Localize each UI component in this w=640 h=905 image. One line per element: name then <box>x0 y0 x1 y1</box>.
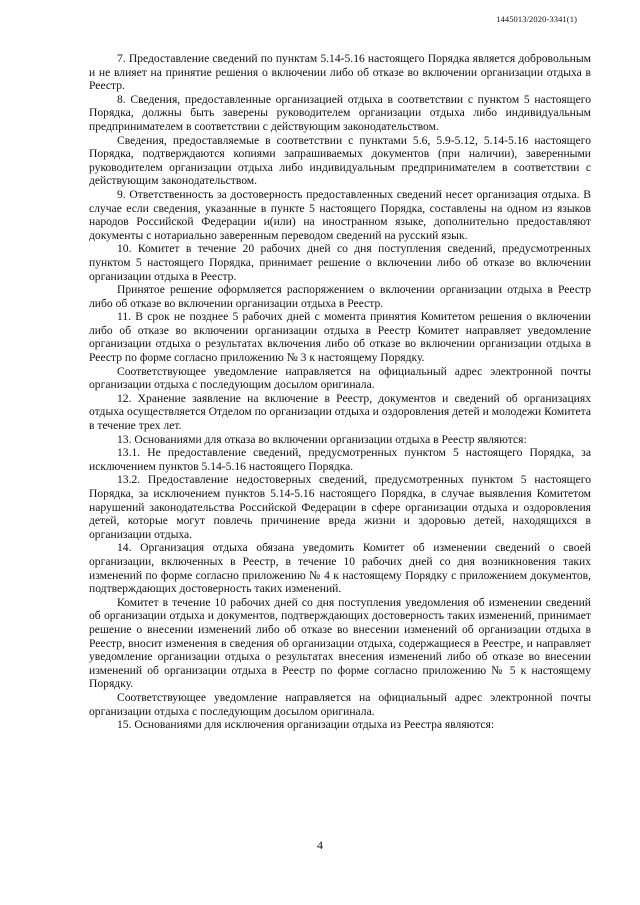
document-body <box>89 52 591 732</box>
paragraph-13: 13. Основаниями для отказа во включении организации отдыха в Реестр являются: <box>117 432 527 446</box>
paragraph-12: 12. Хранение заявление на включение в Реестр, документов и сведений об организациях отдыха осуществляется Отделом по организации отдыха и оздоровления детей и молодежи Комитета в течение трех лет. <box>89 391 591 433</box>
paragraph-11: 11. В срок не позднее 5 рабочих дней с момента принятия Комитетом решения о включении либо об отказе во включении организации отдыха в Реестр Комитет направляет уведомление организации отдыха о результатах включения либо об отказе во включении организации отдыха в Реестр по форме согласно приложению № 3 к настоящему Порядку. <box>89 310 591 365</box>
document-id: 1445013/2020-3341(1) <box>496 14 577 24</box>
paragraph-7: 7. Предоставление сведений по пунктам 5.14-5.16 настоящего Порядка является добровольным и не влияет на принятие решения о включении либо об отказе во включении организации отдыха в Реестр. <box>89 52 591 93</box>
paragraph-8: 8. Сведения, предоставленные организацией отдыха в соответствии с пунктом 5 настоящего Порядка, должны быть заверены руководителем организации отдыха либо индивидуальным предпринимателем в соответствии с действующим законодательством. <box>89 92 591 133</box>
paragraph-13-2: 13.2. Предоставление недостоверных сведений, предусмотренных пунктом 5 настоящего Порядка, за исключением пунктов 5.14-5.16 настоящего Порядка, в случае выявления Комитетом нарушений законодательства Российской Федерации в сфере организации отдыха и оздоровления детей, которые могут повлечь причинение вреда жизни и здоровью детей, находящихся в организации отдыха. <box>89 473 591 541</box>
paragraph-14-cont: Комитет в течение 10 рабочих дней со дня поступления уведомления об изменении сведений об организации отдыха и документов, подтверждающих достоверность таких изменений, принимает решение о внесении изменений либо об отказе во внесении изменений об организации отдыха в Реестр, вносит изменения в сведения об организации отдыха, содержащиеся в Реестре, и направляет уведомление организации отдыха о результатах внесения изменений либо об отказе во внесении изменений об организации отдыха в Реестр по форме согласно приложению № 5 к настоящему Порядку. <box>89 595 591 691</box>
paragraph-14: 14. Организация отдыха обязана уведомить Комитет об изменении сведений о своей организации, включенных в Реестр, в течение 10 рабочих дней со дня возникновения таких изменений по форме согласно приложению № 4 к настоящему Порядку с приложением документов, подтверждающих достоверность таких изменений. <box>89 541 591 596</box>
page-number: 4 <box>317 838 323 852</box>
paragraph-14-notice: Соответствующее уведомление направляется на официальный адрес электронной почты организации отдыха с последующим досылом оригинала. <box>89 690 591 718</box>
paragraph-9: 9. Ответственность за достоверность предоставленных сведений несет организация отдыха. В случае если сведения, указанные в пункте 5 настоящего Порядка, составлены на одном из языков народов Российской Федерации и(или) на иностранном языке, дополнительно предоставляют документы с нотариально заверенным переводом сведений на русский язык. <box>89 187 591 242</box>
paragraph-15: 15. Основаниями для исключения организации отдыха из Реестра являются: <box>117 718 495 732</box>
paragraph-10: 10. Комитет в течение 20 рабочих дней со дня поступления сведений, предусмотренных пунктом 5 настоящего Порядка, принимает решение о включении либо об отказе во включении организации отдыха в Реестр. <box>89 242 591 283</box>
paragraph-10-cont: Принятое решение оформляется распоряжением о включении организации отдыха в Реестр либо об отказе во включении организации отдыха в Реестр. <box>89 283 591 310</box>
paragraph-8-cont: Сведения, предоставляемые в соответствии с пунктами 5.6, 5.9-5.12, 5.14-5.16 настоящего Порядка, подтверждаются копиями запрашиваемых документов (при наличии), заверенными руководителем организации отдыха либо индивидуальным предпринимателем в соответствии с действующим законодательством. <box>89 133 591 188</box>
paragraph-13-1: 13.1. Не предоставление сведений, предусмотренных пунктом 5 настоящего Порядка, за исключением пунктов 5.14-5.16 настоящего Порядка. <box>89 446 591 473</box>
paragraph-11-cont: Соответствующее уведомление направляется на официальный адрес электронной почты организации отдыха с последующим досылом оригинала. <box>89 364 591 392</box>
